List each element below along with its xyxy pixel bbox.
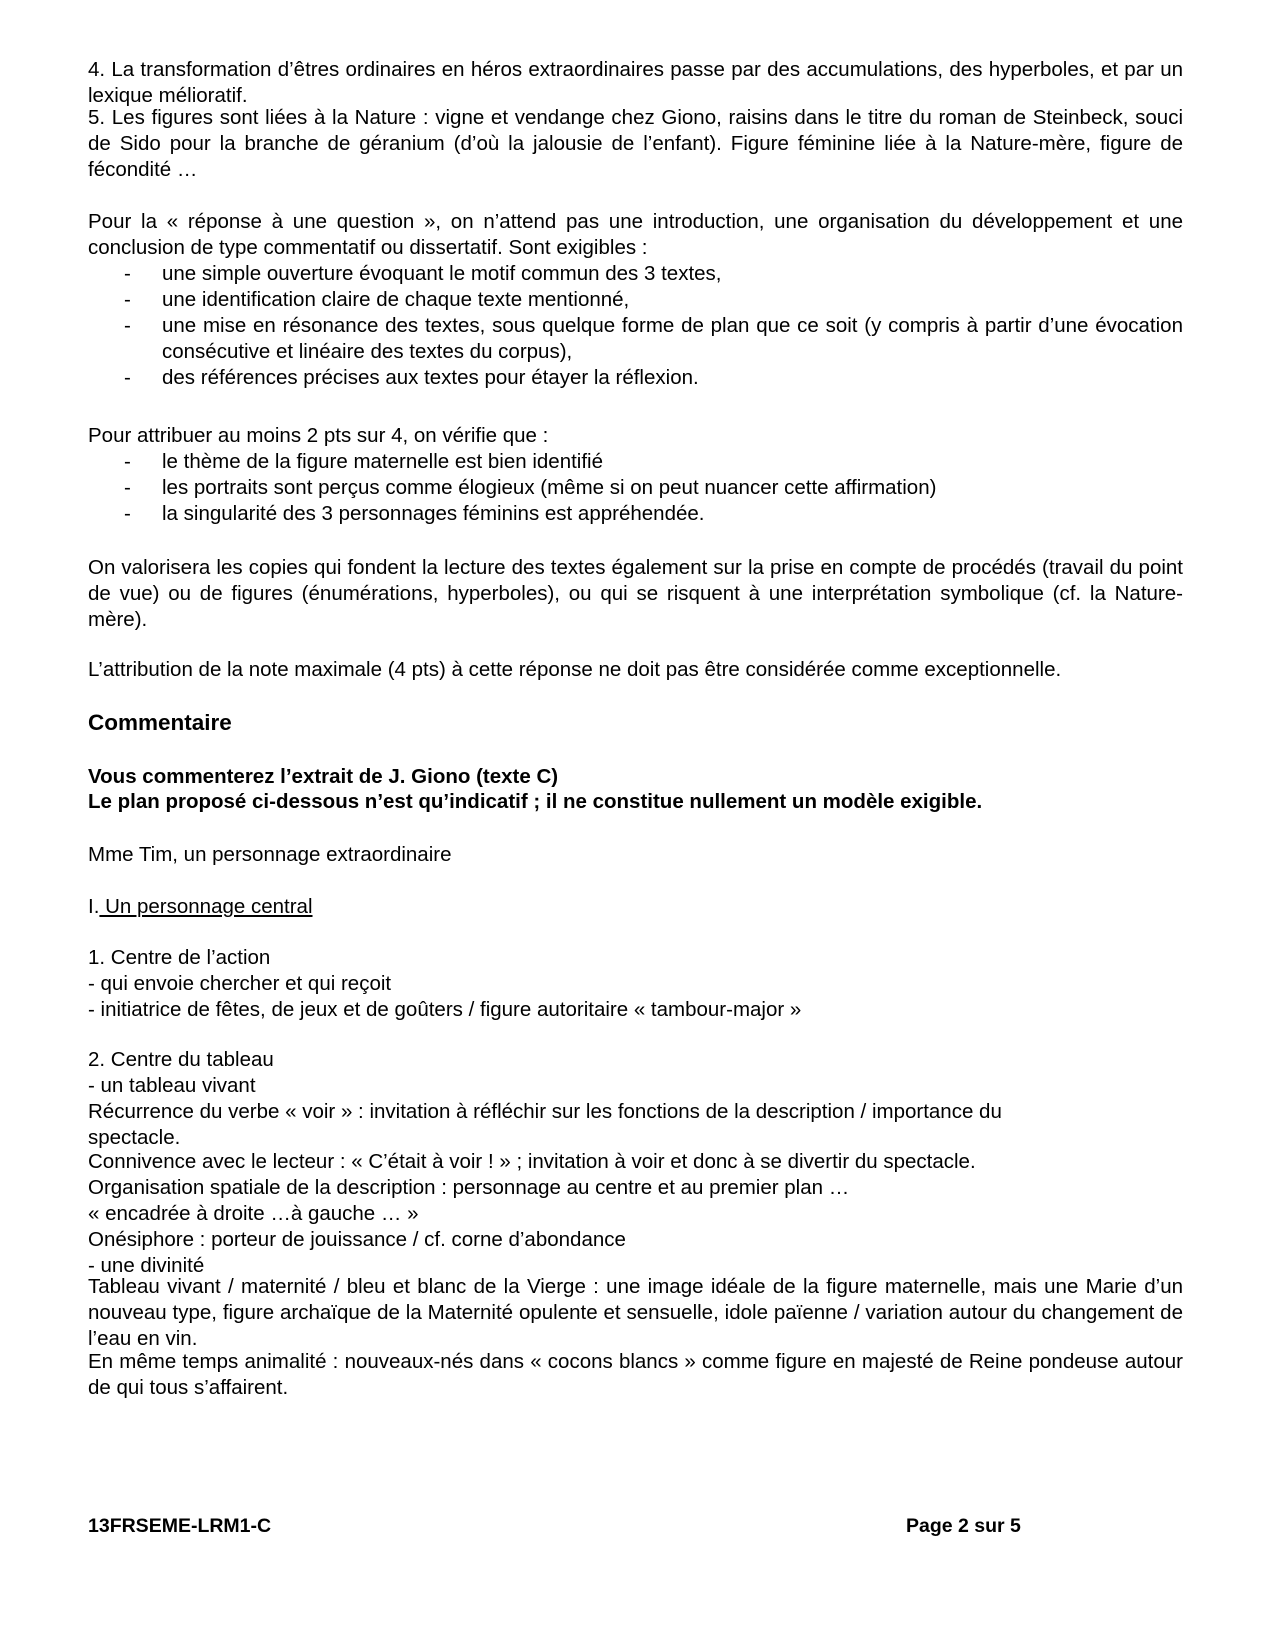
section-line: « encadrée à droite …à gauche … » (88, 1202, 419, 1225)
list-item: - les portraits sont perçus comme élogieux (même si on peut nuancer cette affirmation) (124, 476, 937, 499)
section-line: Onésiphore : porteur de jouissance / cf. corne d’abondance (88, 1228, 626, 1251)
point-5: 5. Les figures sont liées à la Nature : vigne et vendange chez Giono, raisins dans le titre du roman de Steinbeck, souci de Sido pour la branche de géranium (d’où la jalousie de l’enfant). Figure féminine liée à la Nature-mère, figure de fécondité … (88, 106, 1183, 181)
tableau-vivant-paragraph: Tableau vivant / maternité / bleu et blanc de la Vierge : une image idéale de la figure maternelle, mais une Marie d’un nouveau type, figure archaïque de la Maternité opulente et sensuelle, idole païenne / variation autour du changement de l’eau en vin. (88, 1275, 1183, 1350)
section-2-lines (88, 1047, 1183, 1099)
point-4: 4. La transformation d’êtres ordinaires en héros extraordinaires passe par des accumulations, des hyperboles, et par un lexique mélioratif. (88, 58, 1183, 107)
page-number: Page 2 sur 5 (906, 1515, 1021, 1537)
note-max-paragraph: L’attribution de la note maximale (4 pts) à cette réponse ne doit pas être considérée comme exceptionnelle. (88, 658, 1062, 681)
list-item: - des références précises aux textes pour étayer la réflexion. (124, 366, 699, 389)
commentaire-heading: Commentaire (88, 710, 232, 735)
commentaire-instruction: Vous commenterez l’extrait de J. Giono (texte C) (88, 765, 559, 788)
list-item: - une mise en résonance des textes, sous quelque forme de plan que ce soit (y compris à partir d’une évocation consécutive et linéaire des textes du corpus), (124, 314, 1183, 363)
commentaire-plan-note: Le plan proposé ci-dessous n’est qu’indicatif ; il ne constitue nullement un modèle exigible. (88, 790, 983, 813)
list-item: - la singularité des 3 personnages féminins est appréhendée. (124, 502, 705, 525)
animalite-paragraph: En même temps animalité : nouveaux-nés dans « cocons blancs » comme figure en majesté de Reine pondeuse autour de qui tous s’affairent. (88, 1350, 1183, 1399)
attribution-intro: Pour attribuer au moins 2 pts sur 4, on vérifie que : (88, 424, 549, 447)
section-line: - un tableau vivant (88, 1074, 256, 1097)
section-2-lines-b (88, 1149, 1183, 1279)
section-line: 2. Centre du tableau (88, 1048, 274, 1071)
section-line: - une divinité (88, 1254, 205, 1277)
section-line: - initiatrice de fêtes, de jeux et de goûters / figure autoritaire « tambour-major » (88, 998, 802, 1021)
section-line: Organisation spatiale de la description : personnage au centre et au premier plan … (88, 1176, 850, 1199)
attribution-bullet-list (88, 449, 1183, 527)
reponse-bullet-list (88, 261, 1183, 391)
list-item: - une simple ouverture évoquant le motif commun des 3 textes, (124, 262, 722, 285)
section-line: Connivence avec le lecteur : « C’était à voir ! » ; invitation à voir et donc à se divertir du spectacle. (88, 1150, 976, 1173)
reponse-paragraph: Pour la « réponse à une question », on n’attend pas une introduction, une organisation du développement et une conclusion de type commentatif ou dissertatif. Sont exigibles : (88, 210, 1183, 259)
section-line: - qui envoie chercher et qui reçoit (88, 972, 392, 995)
list-item: - une identification claire de chaque texte mentionné, (124, 288, 630, 311)
section-line: 1. Centre de l’action (88, 946, 271, 969)
valorisation-paragraph: On valorisera les copies qui fondent la lecture des textes également sur la prise en compte de procédés (travail du point de vue) ou de figures (énumérations, hyperboles), ou qui se risquent à une interprétation symbolique (cf. la Nature-mère). (88, 556, 1183, 631)
recurrence-paragraph: Récurrence du verbe « voir » : invitation à réfléchir sur les fonctions de la description / importance du spectacle. (88, 1100, 1002, 1149)
section-1-lines (88, 945, 1183, 1023)
part-1-title: I. Un personnage central (88, 895, 313, 918)
list-item: - le thème de la figure maternelle est bien identifié (124, 450, 604, 473)
document-code: 13FRSEME-LRM1-C (88, 1515, 272, 1537)
commentaire-subject: Mme Tim, un personnage extraordinaire (88, 843, 452, 866)
